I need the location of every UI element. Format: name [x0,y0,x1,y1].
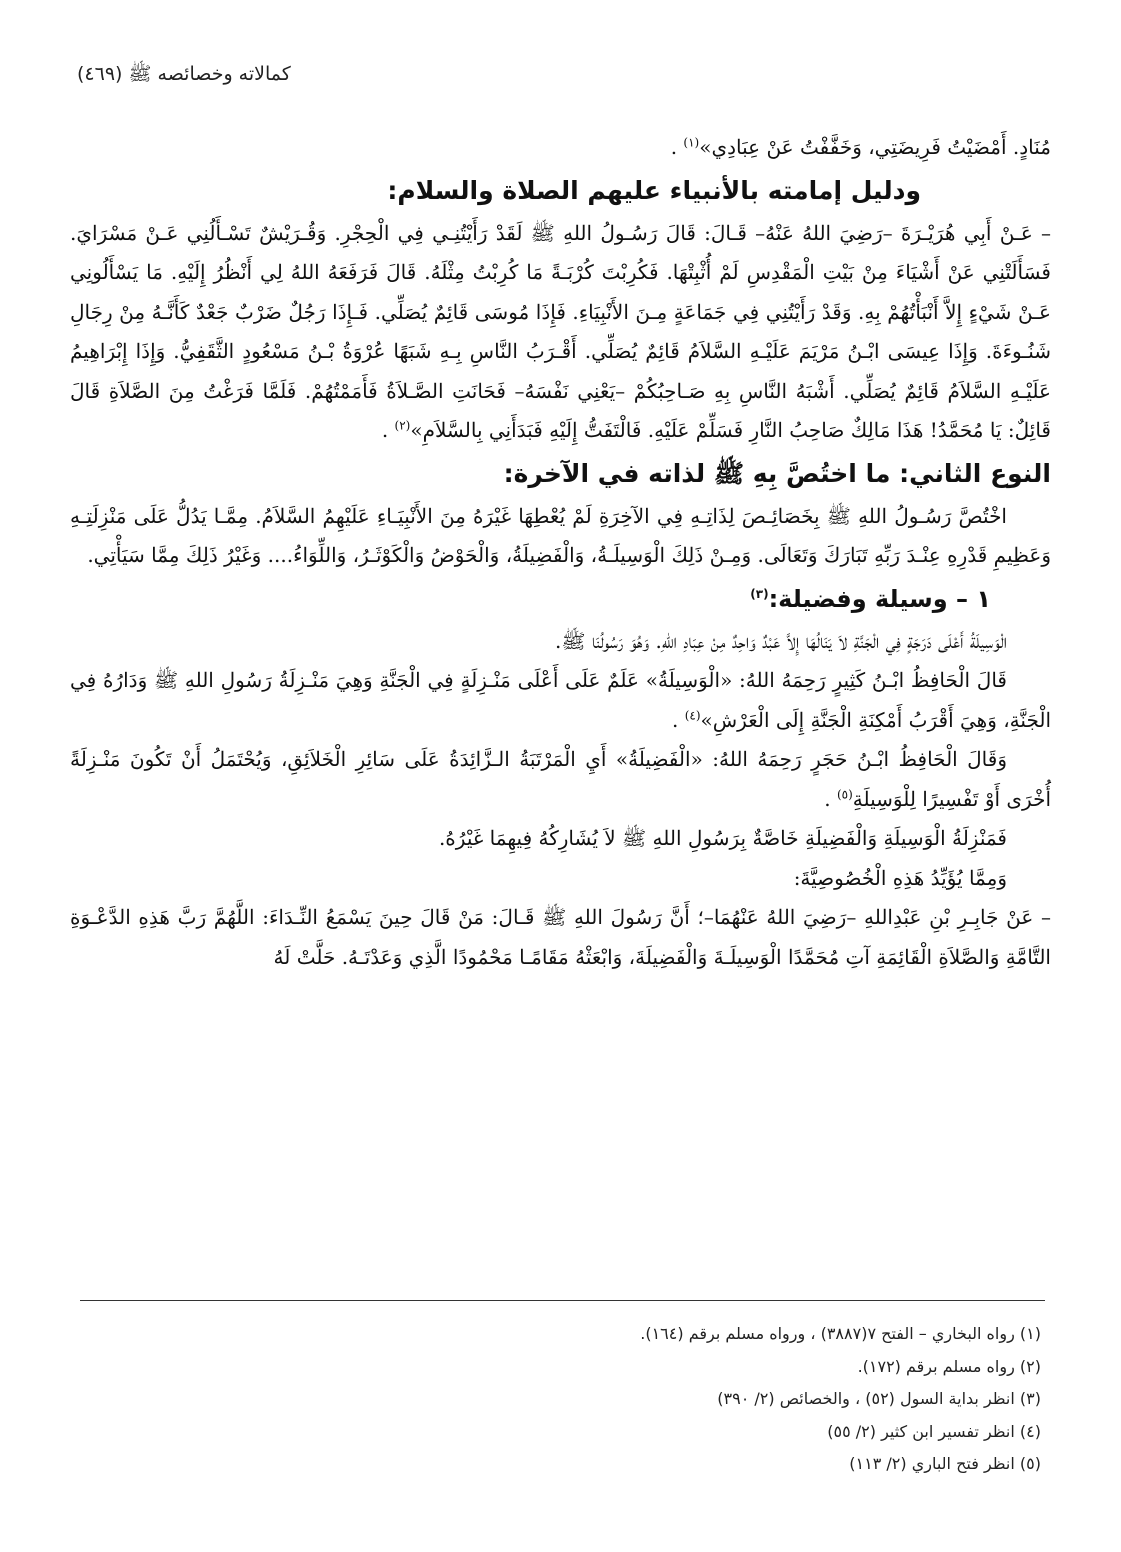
footnote-2: (٢) رواه مسلم برقم (١٧٢). [857,1356,1041,1376]
heading-wasila: ١ – وسيلة وفضيلة:$^{(٣)}$ [750,584,991,613]
heading-imamate: ودليل إمامته بالأنبياء عليهم الصلاة والسلام: [387,175,921,205]
page-number: (٤٦٩) [77,63,123,85]
page-body [70,128,1051,977]
heading-type-two: النوع الثاني: ما اختُصَّ بِهِ ﷺ لذاته في الآخرة: [503,458,1051,488]
paragraph-manzila: فَمَنْزِلَةُ الْوَسِيلَةِ وَالْفَضِيلَةِ خَاصَّةٌ بِرَسُولِ اللهِ ﷺ لاَ يُشَارِكُهُ فِيهِمَا غَيْرُهُ. [438,826,1007,850]
footnote-3: (٣) انظر بداية السول (٥٢) ، والخصائص (٢/ ٣٩٠) [717,1389,1041,1408]
running-header-title: كمالاته وخصائصه ﷺ [128,63,291,85]
footnote-1: (١) رواه البخاري – الفتح ٧(٣٨٨٧) ، ورواه مسلم برقم (١٦٤). [640,1324,1041,1343]
paragraph-yuayyid: وَمِمَّا يُؤَيِّدُ هَذِهِ الْخُصُوصِيَّةَ: [793,865,1007,890]
footnote-ref-5: (٥) [836,786,853,801]
footnote-divider [80,1300,1045,1301]
paragraph-type-two: اخْتُصَّ رَسُـولُ اللهِ ﷺ بِخَصَائِـصَ لِذَاتِـهِ فِي الآخِرَةِ لَمْ يُعْطِهَا غَيْرَهُ مِنَ الأَنْبِيَـاءِ عَلَيْهِمُ السَّلاَمُ. مِمَّـا يَدُلُّ عَلَى مَنْزِلَتِـهِ وَعَظِيمِ قَدْرِهِ عِنْـدَ رَبِّهِ تَبَارَكَ وَتَعَالَى. وَمِـنْ ذَلِكَ الْوَسِيلَـةُ، وَالْفَضِيلَةُ، وَالْحَوْضُ وَالْكَوْثَـرُ، وَاللِّوَاءُ.... وَغَيْرُ ذَلِكَ مِمَّا سَيَأْتِي. [70,503,1051,567]
paragraph-ibn-hajar: وَقَالَ الْحَافِظُ ابْـنُ حَجَرٍ رَحِمَهُ اللهُ: «الْفَضِيلَةُ» أَيِ الْمَرْتَبَةُ الـزَّائِدَةُ عَلَى سَائِرِ الْخَلاَئِقِ، وَيُحْتَمَلُ أَنْ تَكُونَ مَنْـزِلَةً أُخْرَى أَوْ تَفْسِيرًا لِلْوَسِيلَةِ$^{(٥)}$ . [70,747,1051,811]
footnote-4: (٤) انظر تفسير ابن كثير (٢/ ٥٥) [827,1421,1041,1441]
footnote-ref-2: (٢) [394,418,411,433]
paragraph-hadith-jabir: – عَنْ جَابِـرِ بْنِ عَبْدِاللهِ –رَضِيَ اللهُ عَنْهُمَا–؛ أَنَّ رَسُولَ اللهِ ﷺ قَـالَ: مَنْ قَالَ حِينَ يَسْمَعُ النِّـدَاءَ: اللَّهُمَّ رَبَّ هَذِهِ الدَّعْـوَةِ التَّامَّةِ وَالصَّلاَةِ الْقَائِمَةِ آتِ مُحَمَّدًا الْوَسِيلَـةَ وَالْفَضِيلَةَ، وَابْعَثْهُ مَقَامًـا مَحْمُودًا الَّذِي وَعَدْتَـهُ. حَلَّتْ لَهُ [70,905,1051,969]
footnote-5: (٥) انظر فتح الباري (٢/ ١١٣) [849,1454,1041,1473]
footnote-ref-3: (٣) [750,586,769,601]
paragraph-ibn-kathir: قَالَ الْحَافِظُ ابْـنُ كَثِيرٍ رَحِمَهُ اللهُ: «الْوَسِيلَةُ» عَلَمٌ عَلَى أَعْلَى مَنْـزِلَةٍ فِي الْجَنَّةِ وَهِيَ مَنْـزِلَةُ رَسُولِ اللهِ ﷺ وَدَارُهُ فِي الْجَنَّةِ، وَهِيَ أَقْرَبُ أَمْكِنَةِ الْجَنَّةِ إِلَى الْعَرْشِ»$^{(٤)}$ . [70,668,1051,732]
running-header [75,62,291,90]
paragraph-prophet-call: مُنَادٍ. أَمْضَيْتُ فَرِيضَتِي، وَخَفَّفْتُ عَنْ عِبَادِي»$^{(١)}$ . [670,135,1051,159]
paragraph-wasila: الْوَسِيلَةُ أَعْلَى دَرَجَةٍ فِي الْجَنَّةِ لاَ يَنَالُهَا إِلاَّ عَبْدٌ وَاحِدٌ مِنْ عِبَادِ اللهِ. وَهُوَ رَسُولُنَا ﷺ. [554,628,1007,653]
footnote-ref-4: (٤) [684,707,701,722]
footnote-ref-1: (١) [683,135,700,150]
paragraph-hadith-isra: – عَـنْ أَبِي هُرَيْـرَةَ –رَضِيَ اللهُ عَنْهُ– قَـالَ: قَالَ رَسُـولُ اللهِ ﷺ لَقَدْ رَأَيْتُنِـي فِي الْحِجْرِ. وَقُـرَيْشٌ تَسْـأَلُنِي عَـنْ مَسْرَايَ. فَسَأَلَتْنِي عَنْ أَشْيَاءَ مِنْ بَيْتِ الْمَقْدِسِ لَمْ أُثْبِتْهَا. فَكُرِبْتَ كُرْبَـةً مَا كُرِبْتُ مِثْلَهُ. قَالَ فَرَفَعَهُ اللهُ لِي أَنْظُرُ إِلَيْهِ. مَا يَسْأَلُونِي عَـنْ شَيْءٍ إِلاَّ أَنْبَأْتُهُمْ بِهِ. وَقَدْ رَأَيْتُنِي فِي جَمَاعَةٍ مِـنَ الأَنْبِيَاءِ. فَإِذَا مُوسَى قَائِمٌ يُصَلِّي. فَـإِذَا رَجُلٌ ضَرْبٌ جَعْدٌ كَأَنَّـهُ مِنْ رِجَالِ شَنُـوءَةَ. وَإِذَا عِيسَى ابْـنُ مَرْيَمَ عَلَيْـهِ السَّلاَمُ قَائِمٌ يُصَلِّي. أَقْـرَبُ النَّاسِ بِـهِ شَبَهًا عُرْوَةُ بْـنُ مَسْعُودٍ الثَّقَفِيُّ. وَإِذَا إِبْرَاهِيمُ عَلَيْـهِ السَّلاَمُ قَائِمٌ يُصَلِّي. أَشْبَهُ النَّاسِ بِهِ صَـاحِبُكُمْ –يَعْنِي نَفْسَهُ– فَحَانَتِ الصَّـلاَةُ فَأَمَمْتُهُمْ. فَلَمَّا فَرَغْتُ مِنَ الصَّلاَةِ قَالَ قَائِلٌ: يَا مُحَمَّدُ! هَذَا مَالِكٌ صَاحِبُ النَّارِ فَسَلِّمْ عَلَيْهِ. فَالْتَفَتُّ إِلَيْهِ فَبَدَأَنِي بِالسَّلاَمِ»$^{(٢)}$ . [70,220,1051,442]
footnotes [80,1318,1041,1481]
